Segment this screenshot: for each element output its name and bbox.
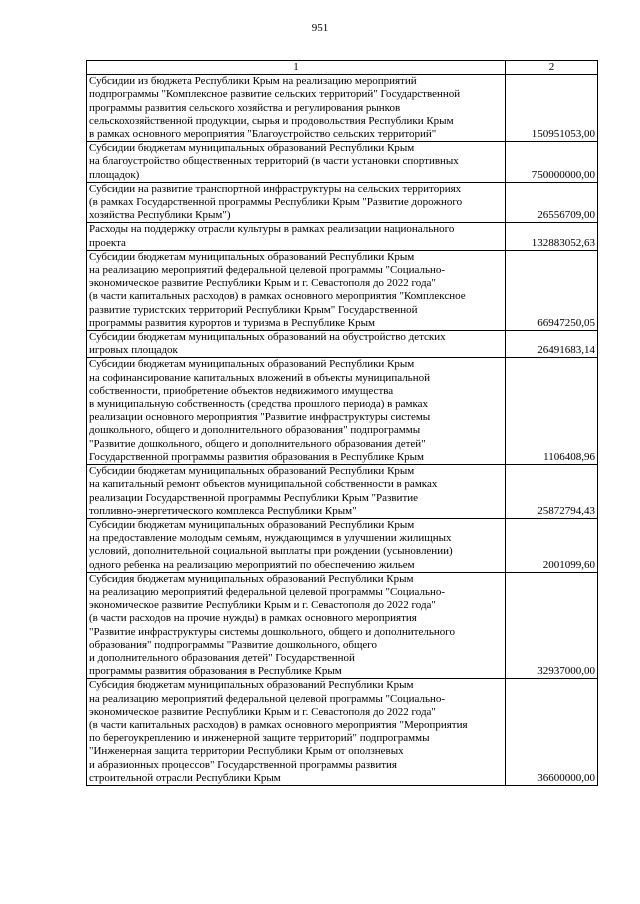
row-description: Субсидии бюджетам муниципальных образований Республики Крым на реализацию мероприятий федеральной целевой программы "Социально- экономическое развитие Республики Крым и г. Севастополя до 2022 года" (в части капитальных расходов) в рамках основного мероприятия "Комплексное развитие туристских территорий Республики Крым" Государственной программы развития курортов и туризма в Республике Крым (87, 250, 506, 330)
table-row (87, 142, 598, 183)
row-description: Субсидии из бюджета Республики Крым на реализацию мероприятий подпрограммы "Комплексное развитие сельских территорий" Государственной программы развития сельского хозяйства и регулирования рынков сельскохозяйственной продукции, сырья и продовольствия Республики Крым в рамках основного мероприятия "Благоустройство сельских территорий" (87, 75, 506, 142)
row-amount: 1106408,96 (506, 358, 598, 465)
row-amount: 32937000,00 (506, 572, 598, 679)
table-row (87, 572, 598, 679)
table-row (87, 358, 598, 465)
page-number: 951 (311, 22, 329, 34)
row-amount: 26491683,14 (506, 331, 598, 358)
row-description: Субсидия бюджетам муниципальных образований Республики Крым на реализацию мероприятий федеральной целевой программы "Социально- экономическое развитие Республики Крым и г. Севастополя до 2022 года" (в части капитальных расходов) в рамках основного мероприятия "Мероприятия по берегоукреплению и инженерной защите территорий" подпрограммы "Инженерная защита территории Республики Крым от оползневых и абразионных процессов" Государственной программы развития строительной отрасли Республики Крым (87, 679, 506, 786)
row-amount: 150951053,00 (506, 75, 598, 142)
table-row (87, 518, 598, 572)
row-amount: 66947250,05 (506, 250, 598, 330)
row-description: Субсидии бюджетам муниципальных образований Республики Крым на капитальный ремонт объектов муниципальной собственности в рамках реализации Государственной программы Республики Крым "Развитие топливно-энергетического комплекса Республики Крым" (87, 465, 506, 519)
row-amount: 132883052,63 (506, 223, 598, 250)
table-row (87, 223, 598, 250)
row-description: Субсидии бюджетам муниципальных образований Республики Крым на софинансирование капитальных вложений в объекты муниципальной собственности, приобретение объектов недвижимого имущества в муниципальную собственность (средства прошлого периода) в рамках реализации основного мероприятия "Развитие инфраструктуры системы дошкольного, общего и дополнительного образования" подпрограммы "Развитие дошкольного, общего и дополнительного образования детей" Государственной программы развития образования в Республике Крым (87, 358, 506, 465)
row-description: Субсидии бюджетам муниципальных образований Республики Крым на благоустройство общественных территорий (в части установки спортивных площадок) (87, 142, 506, 183)
table-row (87, 679, 598, 786)
column-header-1: 1 (87, 61, 506, 75)
budget-table (86, 60, 598, 786)
table-row (87, 465, 598, 519)
row-description: Расходы на поддержку отрасли культуры в рамках реализации национального проекта (87, 223, 506, 250)
row-amount: 2001099,60 (506, 518, 598, 572)
row-description: Субсидии бюджетам муниципальных образований Республики Крым на предоставление молодым семьям, нуждающимся в улучшении жилищных условий, дополнительной социальной выплаты при рождении (усыновлении) одного ребенка на реализацию мероприятий по обеспечению жильем (87, 518, 506, 572)
table-row (87, 250, 598, 330)
table-row (87, 331, 598, 358)
row-description: Субсидия бюджетам муниципальных образований Республики Крым на реализацию мероприятий федеральной целевой программы "Социально- экономическое развитие Республики Крым и г. Севастополя до 2022 года" (в части расходов на прочие нужды) в рамках основного мероприятия "Развитие инфраструктуры системы дошкольного, общего и дополнительного образования" подпрограммы "Развитие дошкольного, общего и дополнительного образования детей" Государственной программы развития образования в Республике Крым (87, 572, 506, 679)
table-header-row (87, 61, 598, 75)
row-amount: 26556709,00 (506, 182, 598, 223)
row-amount: 36600000,00 (506, 679, 598, 786)
row-description: Субсидии бюджетам муниципальных образований на обустройство детских игровых площадок (87, 331, 506, 358)
table-row (87, 182, 598, 223)
row-amount: 25872794,43 (506, 465, 598, 519)
column-header-2: 2 (506, 61, 598, 75)
row-amount: 750000000,00 (506, 142, 598, 183)
table-row (87, 75, 598, 142)
row-description: Субсидии на развитие транспортной инфраструктуры на сельских территориях (в рамках Государственной программы Республики Крым "Развитие дорожного хозяйства Республики Крым") (87, 182, 506, 223)
